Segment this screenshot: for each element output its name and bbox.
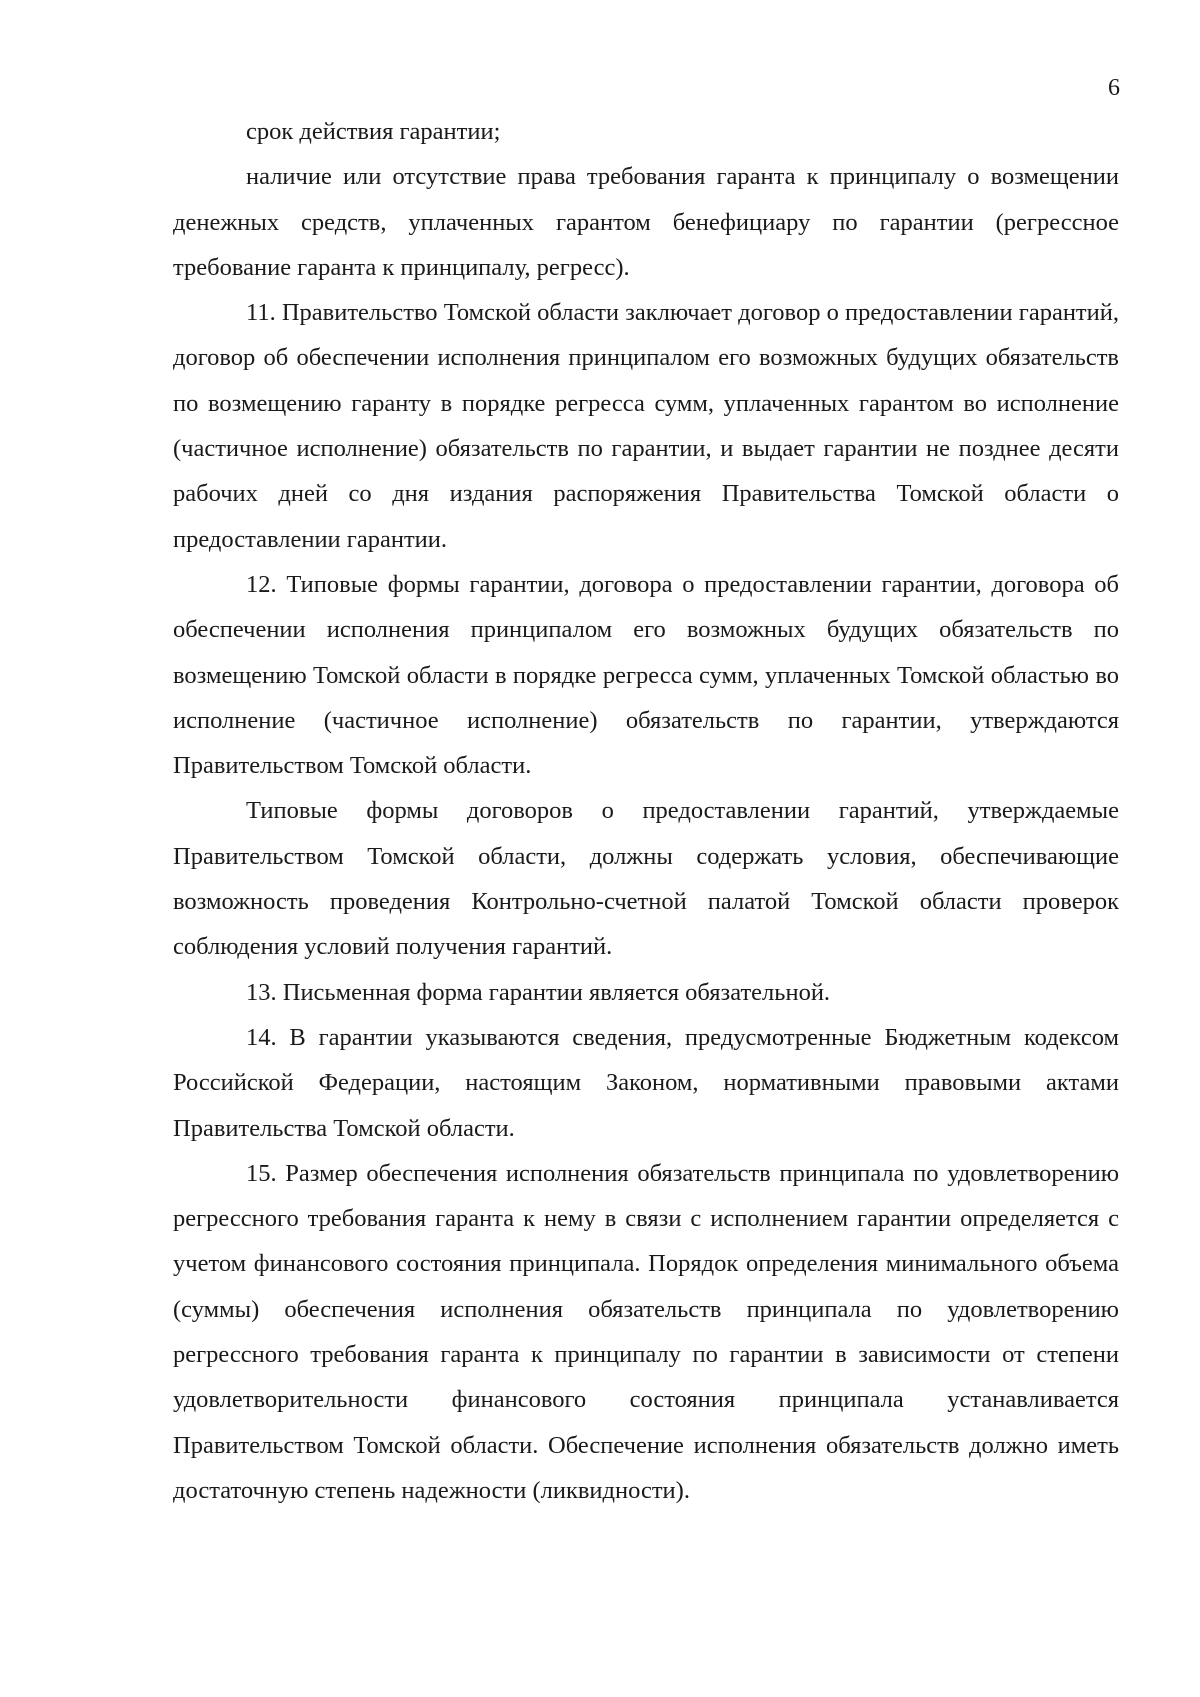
page-number: 6 <box>1108 75 1120 101</box>
paragraph-guarantee-term: срок действия гарантии; <box>246 118 501 145</box>
paragraph-clause-12: 12. Типовые формы гарантии, договора о предоставлении гарантии, договора об обеспечении исполнения принципалом его возможных будущих обязательств по возмещению Томской области в порядке регресса сумм, уплаченных Томской областью во исполнение (частичное исполнение) обязательств по гарантии, утверждаются Правительством Томской области. <box>173 570 1119 780</box>
paragraph-standard-forms: Типовые формы договоров о предоставлении гарантий, утверждаемые Правительством Томской области, должны содержать условия, обеспечивающие возможность проведения Контрольно-счетной палатой Томской области проверок соблюдения условий получения гарантий. <box>173 797 1119 961</box>
paragraph-clause-11: 11. Правительство Томской области заключает договор о предоставлении гарантий, договор об обеспечении исполнения принципалом его возможных будущих обязательств по возмещению гаранту в порядке регресса сумм, уплаченных гарантом во исполнение (частичное исполнение) обязательств по гарантии, и выдает гарантии не позднее десяти рабочих дней со дня издания распоряжения Правительства Томской области о предоставлении гарантии. <box>173 299 1119 553</box>
document-body <box>173 109 1119 1513</box>
paragraph-clause-15: 15. Размер обеспечения исполнения обязательств принципала по удовлетворению регрессного требования гаранта к нему в связи с исполнением гарантии определяется с учетом финансового состояния принципала. Порядок определения минимального объема (суммы) обеспечения исполнения обязательств принципала по удовлетворению регрессного требования гаранта к принципалу по гарантии в зависимости от степени удовлетворительности финансового состояния принципала устанавливается Правительством Томской области. Обеспечение исполнения обязательств должно иметь достаточную степень надежности (ликвидности). <box>173 1159 1119 1504</box>
paragraph-clause-13: 13. Письменная форма гарантии является обязательной. <box>246 978 831 1006</box>
paragraph-clause-14: 14. В гарантии указываются сведения, предусмотренные Бюджетным кодексом Российской Федерации, настоящим Законом, нормативными правовыми актами Правительства Томской области. <box>173 1023 1119 1142</box>
paragraph-regress-claim: наличие или отсутствие права требования гаранта к принципалу о возмещении денежных средств, уплаченных гарантом бенефициару по гарантии (регрессное требование гаранта к принципалу, регресс). <box>173 163 1119 281</box>
